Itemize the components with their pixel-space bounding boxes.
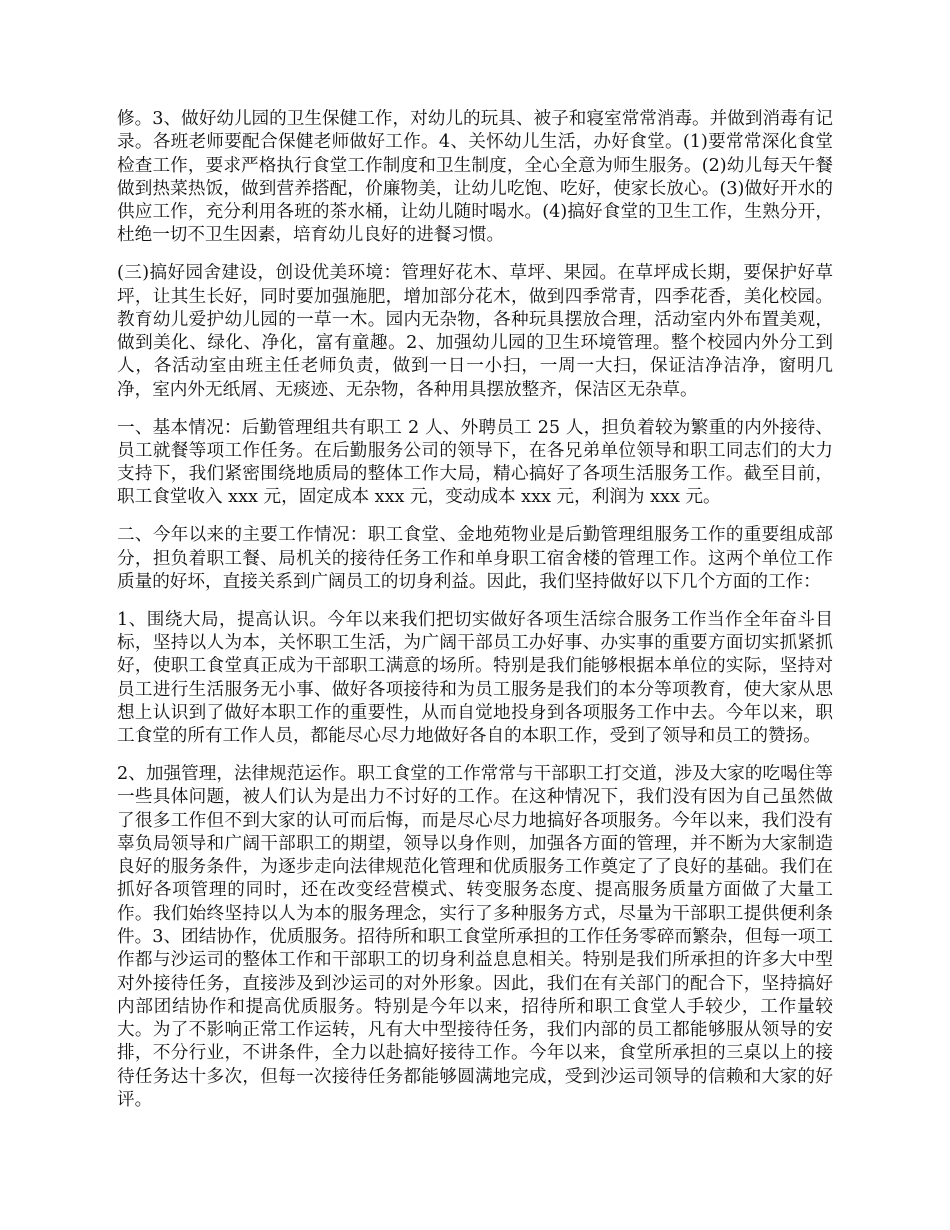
paragraph-main-work: 二、今年以来的主要工作情况：职工食堂、金地苑物业是后勤管理组服务工作的重要组成部分，担负着职工餐、局机关的接待任务工作和单身职工宿舍楼的管理工作。这两个单位工作质量的好坏，直接关系到广阔员工的切身利益。因此，我们坚持做好以下几个方面的工作：	[117, 525, 833, 592]
paragraph-management: 2、加强管理，法律规范运作。职工食堂的工作常常与干部职工打交道，涉及大家的吃喝住等一些具体问题，被人们认为是出力不讨好的工作。在这种情况下，我们没有因为自己虽然做了很多工作但不到大家的认可而后悔，而是尽心尽力地搞好各项服务。今年以来，我们没有辜负局领导和广阔干部职工的期望，领导以身作则，加强各方面的管理，并不断为大家制造良好的服务条件，为逐步走向法律规范化管理和优质服务工作奠定了了良好的基础。我们在抓好各项管理的同时，还在改变经营模式、转变服务态度、提高服务质量方面做了大量工作。我们始终坚持以人为本的服务理念，实行了多种服务方式，尽量为干部职工提供便利条件。3、团结协作，优质服务。招待所和职工食堂所承担的工作任务零碎而繁杂，但每一项工作都与沙运司的整体工作和干部职工的切身利益息息相关。特别是我们所承担的许多大中型对外接待任务，直接涉及到沙运司的对外形象。因此，我们在有关部门的配合下，坚持搞好内部团结协作和提高优质服务。特别是今年以来，招待所和职工食堂人手较少，工作量较大。为了不影响正常工作运转，凡有大中型接待任务，我们内部的员工都能够服从领导的安排，不分行业，不讲条件，全力以赴搞好接待工作。今年以来，食堂所承担的三桌以上的接待任务达十多次，但每一次接待任务都能够圆满地完成，受到沙运司领导的信赖和大家的好评。	[117, 763, 833, 1111]
paragraph-basic-situation: 一、基本情况：后勤管理组共有职工 2 人、外聘员工 25 人，担负着较为繁重的内外接待、员工就餐等项工作任务。在后勤服务公司的领导下，在各兄弟单位领导和职工同志们的大力支持下，我们紧密围绕地质局的整体工作大局，精心搞好了各项生活服务工作。截至目前，职工食堂收入 xxx 元，固定成本 xxx 元，变动成本 xxx 元，利润为 xxx 元。	[117, 417, 833, 508]
document-body	[117, 108, 833, 1127]
paragraph-campus-environment: (三)搞好园舍建设，创设优美环境：管理好花木、草坪、果园。在草坪成长期，要保护好草坪，让其生长好，同时要加强施肥，增加部分花木，做到四季常青，四季花香，美化校园。教育幼儿爱护幼儿园的一草一木。园内无杂物，各种玩具摆放合理，活动室内外布置美观，做到美化、绿化、净化，富有童趣。2、加强幼儿园的卫生环境管理。整个校园内外分工到人，各活动室由班主任老师负责，做到一日一小扫，一周一大扫，保证洁净洁净，窗明几净，室内外无纸屑、无痰迹、无杂物，各种用具摆放整齐，保洁区无杂草。	[117, 263, 833, 400]
paragraph-overall-awareness: 1、围绕大局，提高认识。今年以来我们把切实做好各项生活综合服务工作当作全年奋斗目标，坚持以人为本，关怀职工生活，为广阔干部员工办好事、办实事的重要方面切实抓紧抓好，使职工食堂真正成为干部职工满意的场所。特别是我们能够根据本单位的实际，坚持对员工进行生活服务无小事、做好各项接待和为员工服务是我们的本分等项教育，使大家从思想上认识到了做好本职工作的重要性，从而自觉地投身到各项服务工作中去。今年以来，职工食堂的所有工作人员，都能尽心尽力地做好各自的本职工作，受到了领导和员工的赞扬。	[117, 609, 833, 747]
paragraph-kindergarten-health: 修。3、做好幼儿园的卫生保健工作，对幼儿的玩具、被子和寝室常常消毒。并做到消毒有记录。各班老师要配合保健老师做好工作。4、关怀幼儿生活，办好食堂。(1)要常常深化食堂检查工作，要求严格执行食堂工作制度和卫生制度，全心全意为师生服务。(2)幼儿每天午餐做到热菜热饭，做到营养搭配，价廉物美，让幼儿吃饱、吃好，使家长放心。(3)做好开水的供应工作，充分利用各班的茶水桶，让幼儿随时喝水。(4)搞好食堂的卫生工作，生熟分开，杜绝一切不卫生因素，培育幼儿良好的进餐习惯。	[117, 109, 833, 246]
